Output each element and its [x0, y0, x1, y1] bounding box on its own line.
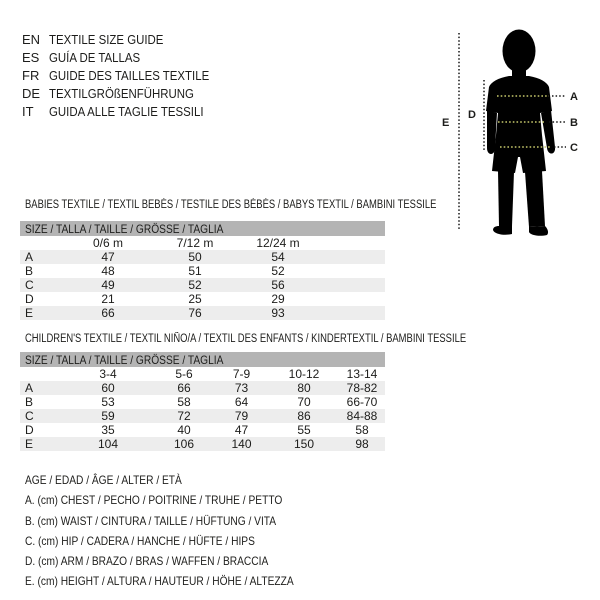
size-value: 140 [214, 437, 269, 451]
language-code: DE [22, 85, 41, 101]
size-value: 51 [188, 264, 202, 278]
legend [25, 470, 341, 592]
size-value: 55 [297, 423, 311, 437]
size-row-c [20, 278, 385, 292]
legend-item-e: E. (cm) HEIGHT / ALTURA / HAUTEUR / HÖHE / ALTEZZA [25, 574, 294, 589]
size-header-label: SIZE / TALLA / TAILLE / GRÖSSE / TAGLIA [25, 352, 224, 367]
size-value: 98 [339, 437, 385, 451]
figure-label-c: C [570, 142, 578, 154]
size-value: 53 [101, 395, 115, 409]
size-value: 52 [271, 264, 285, 278]
size-value: 54 [236, 250, 320, 264]
legend-item-d-line [25, 551, 341, 571]
size-row-d [20, 292, 385, 306]
legend-item-c: C. (cm) HIP / CADERA / HANCHE / HÜFTE / HIPS [25, 533, 255, 548]
size-value: 78-82 [339, 381, 385, 395]
size-value: 150 [269, 437, 339, 451]
language-code: ES [22, 49, 40, 65]
size-header-row [20, 221, 385, 236]
language-row [22, 102, 231, 120]
column-header: 13-14 [346, 367, 378, 381]
column-header: 5-6 [175, 367, 193, 381]
size-value: 66 [154, 381, 214, 395]
size-value: 56 [236, 278, 320, 292]
babies-size-table [20, 221, 385, 320]
column-header: 10-12 [288, 367, 320, 381]
column-header-row [20, 367, 385, 381]
figure-label-a: A [570, 91, 578, 103]
language-row [22, 84, 231, 102]
size-value: 60 [62, 381, 154, 395]
legend-age-line [25, 470, 341, 490]
row-label: C [20, 409, 62, 423]
size-value: 25 [188, 292, 202, 306]
figure-label-d: D [468, 109, 476, 121]
size-value: 70 [297, 395, 311, 409]
size-value: 64 [234, 395, 249, 409]
legend-item-a-line [25, 490, 341, 510]
size-header-cell [20, 352, 385, 367]
size-value: 86 [269, 409, 339, 423]
column-header: 7-9 [232, 367, 251, 381]
babies-heading-text: BABIES TEXTILE / TEXTIL BEBÉS / TESTILE DES BÉBÉS / BABYS TEXTIL / BAMBINI TESSILE [25, 199, 437, 211]
size-value: 58 [177, 395, 191, 409]
size-header-cell [20, 221, 385, 236]
row-label: B [25, 264, 34, 278]
row-label: C [20, 278, 62, 292]
size-value: 59 [62, 409, 154, 423]
legend-item-a: A. (cm) CHEST / PECHO / POITRINE / TRUHE / PETTO [25, 493, 283, 508]
size-value: 93 [236, 306, 320, 320]
size-value: 80 [269, 381, 339, 395]
row-label: A [20, 381, 62, 395]
size-value: 66 [62, 306, 154, 320]
row-label: E [20, 437, 62, 451]
size-value: 52 [154, 278, 236, 292]
babies-section-heading [25, 199, 527, 211]
size-row-e [20, 437, 385, 451]
size-value: 47 [234, 423, 249, 437]
language-row [22, 30, 231, 48]
language-title: TEXTILGRÖßENFÜHRUNG [49, 85, 194, 101]
legend-item-e-line [25, 571, 341, 591]
legend-age: AGE / EDAD / ÂGE / ALTER / ETÀ [25, 473, 182, 487]
column-header: 3-4 [99, 367, 117, 381]
children-size-table [20, 352, 385, 451]
size-value: 21 [101, 292, 115, 306]
size-value: 35 [101, 423, 115, 437]
size-value: 76 [154, 306, 236, 320]
size-value: 106 [154, 437, 214, 451]
size-row-a [20, 381, 385, 395]
size-value: 29 [271, 292, 285, 306]
column-header: 0/6 m [92, 236, 123, 250]
size-header-label: SIZE / TALLA / TAILLE / GRÖSSE / TAGLIA [25, 221, 224, 236]
size-value: 48 [101, 264, 115, 278]
size-row-c [20, 409, 385, 423]
size-row-d [20, 423, 385, 437]
size-row-b [20, 395, 385, 409]
row-label: D [25, 292, 34, 306]
size-value: 50 [154, 250, 236, 264]
size-row-e [20, 306, 385, 320]
legend-item-c-line [25, 531, 341, 551]
legend-item-b-line [25, 511, 341, 531]
language-title: GUIDE DES TAILLES TEXTILE [49, 67, 210, 83]
size-row-a [20, 250, 385, 264]
size-value: 47 [62, 250, 154, 264]
size-value: 49 [62, 278, 154, 292]
row-label: D [25, 423, 34, 437]
row-label: E [20, 306, 62, 320]
language-code: FR [22, 67, 40, 83]
language-title: GUÍA DE TALLAS [49, 49, 141, 65]
size-value: 66-70 [346, 395, 378, 409]
legend-item-d: D. (cm) ARM / BRAZO / BRAS / WAFFEN / BRACCIA [25, 554, 269, 569]
size-value: 84-88 [339, 409, 385, 423]
language-row [22, 66, 231, 84]
language-code: IT [22, 103, 34, 119]
children-heading-text: CHILDREN'S TEXTILE / TEXTIL NIÑO/A / TEXTIL DES ENFANTS / KINDERTEXTIL / BAMBINI TESSILE [25, 333, 467, 345]
size-value: 40 [177, 423, 191, 437]
size-value: 58 [355, 423, 369, 437]
column-header: 12/24 m [256, 236, 300, 250]
size-value: 72 [154, 409, 214, 423]
figure-label-b: B [570, 117, 578, 129]
language-list [22, 30, 231, 120]
legend-item-b: B. (cm) WAIST / CINTURA / TAILLE / HÜFTUNG / VITA [25, 513, 277, 528]
size-row-b [20, 264, 385, 278]
figure-label-e: E [442, 117, 450, 129]
column-header-row [20, 236, 385, 250]
language-row [22, 48, 231, 66]
size-value: 104 [62, 437, 154, 451]
children-section-heading [25, 333, 563, 345]
column-header: 7/12 m [176, 236, 214, 250]
language-title: TEXTILE SIZE GUIDE [49, 31, 164, 47]
size-header-row [20, 352, 385, 367]
row-label: B [25, 395, 34, 409]
language-title: GUIDA ALLE TAGLIE TESSILI [49, 103, 204, 119]
language-code: EN [22, 31, 41, 47]
size-value: 73 [214, 381, 269, 395]
size-value: 79 [214, 409, 269, 423]
row-label: A [20, 250, 62, 264]
